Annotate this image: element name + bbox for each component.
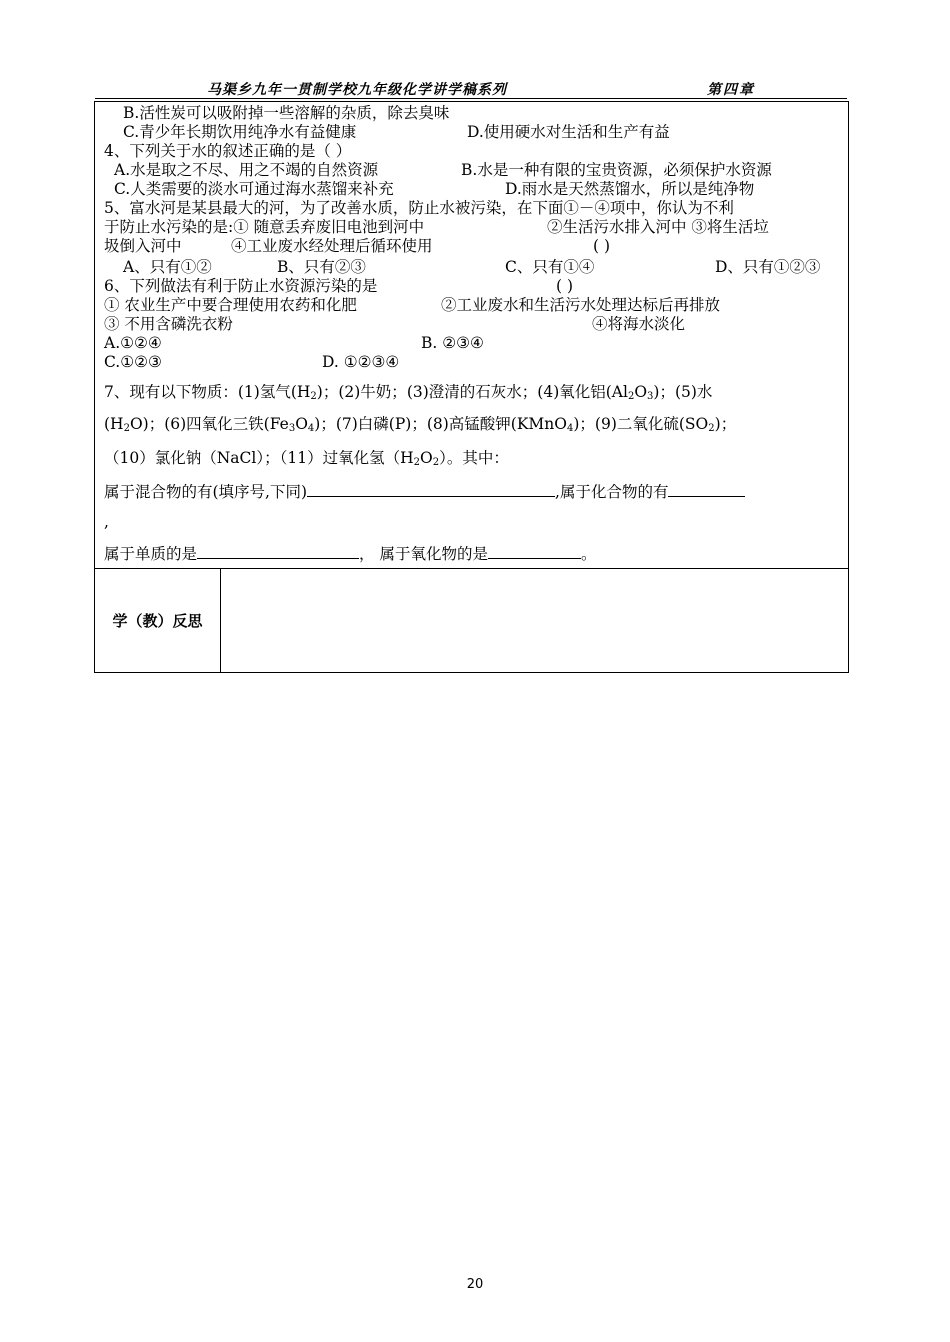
page-header	[95, 78, 847, 99]
option: A.①②④	[104, 334, 162, 352]
text-line: ④工业废水经处理后循环使用	[231, 237, 433, 255]
text-line: 圾倒入河中	[104, 237, 182, 255]
question-7-line1: 7、现有以下物质：(1)氢气$(H_2)$；(2)牛奶；(3)澄清的石灰水；(4)氧化铝$(Al_2O_3)$；(5)水	[104, 383, 713, 402]
option: B. ②③④	[421, 334, 484, 352]
option: D.雨水是天然蒸馏水，所以是纯净物	[505, 180, 755, 198]
option: ③ 不用含磷洗衣粉	[104, 315, 233, 333]
text-line: D.使用硬水对生活和生产有益	[467, 123, 670, 141]
question-4: 4、下列关于水的叙述正确的是（ ）	[104, 142, 352, 160]
option: ① 农业生产中要合理使用农药和化肥	[104, 296, 357, 314]
answer-bracket: ( )	[556, 277, 574, 295]
option: D. ①②③④	[322, 353, 400, 371]
question-7-line2: $(H_2O)$；(6)四氧化三铁$(Fe_3O_4)$；(7)白磷(P)；(8)高锰酸钾(KMnO$_4$)；(9)二氧化硫$(SO_2)$；	[104, 415, 737, 434]
question-content	[95, 102, 848, 569]
option: D、只有①②③	[715, 258, 821, 276]
option: A、只有①②	[123, 258, 212, 276]
elements-blank[interactable]	[197, 544, 359, 559]
worksheet-table	[94, 101, 849, 673]
compounds-blank[interactable]	[668, 482, 745, 497]
text-line: C.青少年长期饮用纯净水有益健康	[123, 123, 357, 141]
option: B.水是一种有限的宝贵资源，必须保护水资源	[461, 161, 772, 179]
answer-bracket: ( )	[593, 237, 611, 255]
option: ②工业废水和生活污水处理达标后再排放	[441, 296, 721, 314]
header-chapter: 第四章	[707, 82, 755, 98]
option: B、只有②③	[277, 258, 366, 276]
question-7-line3: （10）氯化钠（NaCl）；（11）过氧化氢$(H_2O_2)$。其中：	[104, 449, 509, 468]
text-line: ②生活污水排入河中 ③将生活垃	[547, 218, 769, 236]
page-number: 20	[466, 1277, 484, 1292]
reflection-area[interactable]	[221, 568, 848, 672]
header-title: 马渠乡九年一贯制学校九年级化学讲学稿系列	[207, 82, 507, 98]
question-6: 6、下列做法有利于防止水资源污染的是	[104, 277, 378, 295]
option: ④将海水淡化	[592, 315, 686, 333]
fill-line-1: 属于混合物的有(填序号,下同) ,属于化合物的有	[104, 482, 745, 502]
oxides-blank[interactable]	[488, 544, 581, 559]
text-line: B.活性炭可以吸附掉一些溶解的杂质，除去臭味	[123, 104, 450, 122]
text-line: 于防止水污染的是:① 随意丢弃废旧电池到河中	[104, 218, 425, 236]
text-line: ,	[104, 513, 109, 531]
option: C.①②③	[104, 353, 162, 371]
option: C、只有①④	[505, 258, 595, 276]
reflection-label: 学（教）反思	[95, 568, 221, 672]
option: A.水是取之不尽、用之不竭的自然资源	[114, 161, 379, 179]
fill-line-2: 属于单质的是 ， 属于氧化物的是 。	[104, 545, 597, 563]
question-5: 5、富水河是某县最大的河，为了改善水质，防止水被污染，在下面①－④项中，你认为不利	[104, 199, 734, 217]
option: C.人类需要的淡水可通过海水蒸馏来补充	[114, 180, 394, 198]
mixtures-blank[interactable]	[307, 482, 555, 497]
